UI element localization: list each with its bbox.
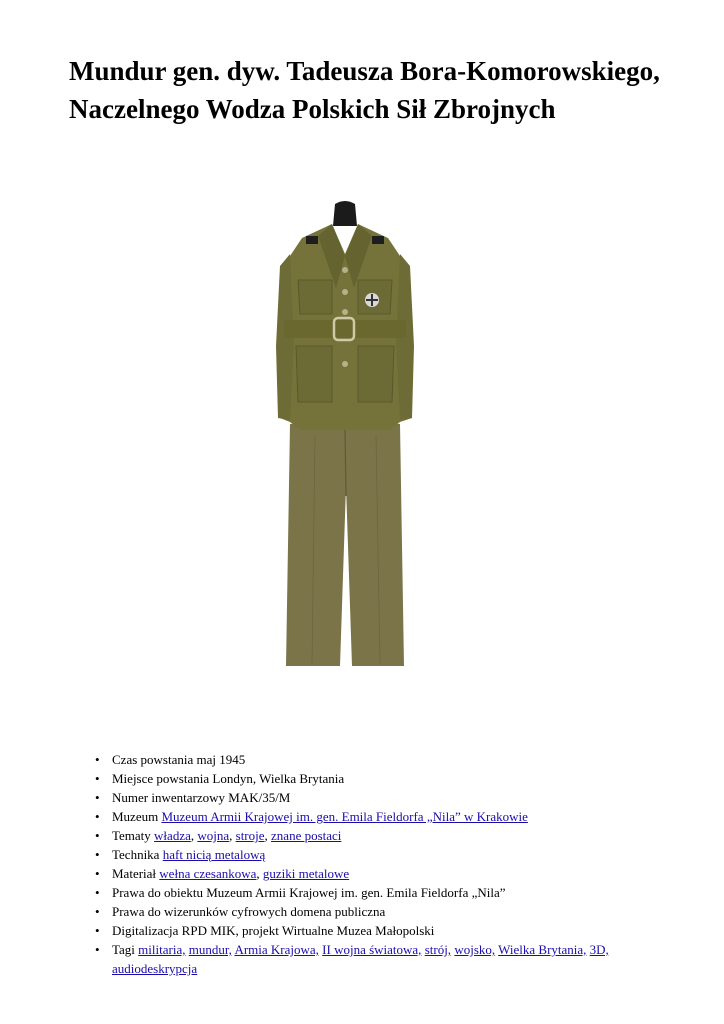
tag-link-stroj[interactable]: strój, bbox=[424, 942, 452, 957]
tag-link-3d[interactable]: 3D, bbox=[589, 942, 609, 957]
tag-link-armia-krajowa[interactable]: Armia Krajowa, bbox=[234, 942, 319, 957]
material-link-guziki[interactable]: guziki metalowe bbox=[262, 866, 350, 881]
material-link-welna[interactable]: wełna czesankowa bbox=[159, 866, 257, 881]
tematy-link-znane-postaci[interactable]: znane postaci bbox=[271, 828, 342, 843]
tag-link-ii-wojna-swiatowa[interactable]: II wojna światowa, bbox=[322, 942, 422, 957]
meta-tagi: • Tagi militaria, mundur, Armia Krajowa, II wojna światowa, strój, wojsko, Wielka Brytania, 3D, audiodeskrypcja bbox=[95, 940, 695, 978]
meta-muzeum: • Muzeum Muzeum Armii Krajowej im. gen. Emila Fieldorfa „Nila” w Krakowie bbox=[95, 807, 695, 826]
meta-miejsce-powstania: • Miejsce powstania Londyn, Wielka Brytania bbox=[95, 769, 695, 788]
meta-technika: • Technika haft nicią metalową bbox=[95, 845, 695, 864]
meta-numer-inwentarzowy: • Numer inwentarzowy MAK/35/M bbox=[95, 788, 695, 807]
tematy-link-stroje[interactable]: stroje bbox=[235, 828, 265, 843]
muzeum-link[interactable]: Muzeum Armii Krajowej im. gen. Emila Fieldorfa „Nila” w Krakowie bbox=[161, 809, 528, 824]
meta-material: • Materiał wełna czesankowa, guziki metalowe bbox=[95, 864, 695, 883]
tag-link-audiodeskrypcja[interactable]: audiodeskrypcja bbox=[112, 961, 198, 976]
uniform-photo bbox=[240, 196, 450, 676]
technika-link[interactable]: haft nicią metalową bbox=[162, 847, 266, 862]
page-title: Mundur gen. dyw. Tadeusza Bora-Komorowskiego, Naczelnego Wodza Polskich Sił Zbrojnych bbox=[69, 56, 660, 124]
meta-prawa-do-obiektu: • Prawa do obiektu Muzeum Armii Krajowej im. gen. Emila Fieldorfa „Nila” bbox=[95, 883, 695, 902]
tag-link-militaria[interactable]: militaria, bbox=[138, 942, 186, 957]
meta-czas-powstania: • Czas powstania maj 1945 bbox=[95, 750, 695, 769]
tag-link-mundur[interactable]: mundur, bbox=[188, 942, 232, 957]
meta-tematy: • Tematy władza, wojna, stroje, znane postaci bbox=[95, 826, 695, 845]
tag-link-wojsko[interactable]: wojsko, bbox=[454, 942, 496, 957]
meta-prawa-do-wizerunkow: • Prawa do wizerunków cyfrowych domena publiczna bbox=[95, 902, 695, 921]
tag-link-wielka-brytania[interactable]: Wielka Brytania, bbox=[498, 942, 587, 957]
tematy-link-wladza[interactable]: władza bbox=[154, 828, 191, 843]
tematy-link-wojna[interactable]: wojna bbox=[197, 828, 230, 843]
uniform-on-mannequin-icon bbox=[240, 196, 450, 676]
metadata-list bbox=[95, 750, 695, 978]
meta-digitalizacja: • Digitalizacja RPD MIK, projekt Wirtualne Muzea Małopolski bbox=[95, 921, 695, 940]
